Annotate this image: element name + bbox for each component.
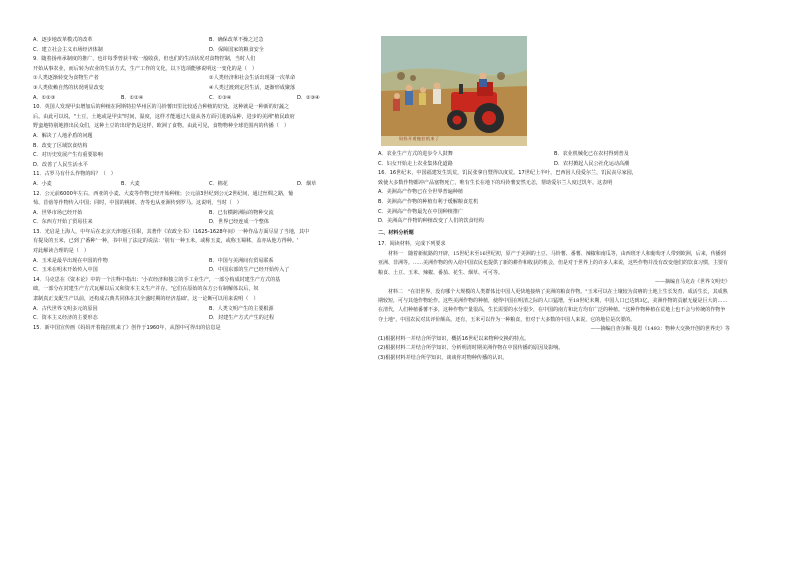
option-b[interactable]: B．中国与美洲间有贸易联系 [209,257,274,264]
question-9 [33,55,385,103]
statement-3: ③人类依赖自然的状况明显改变 [33,84,104,91]
option-d[interactable]: D．保障国家的粮食安全 [209,46,264,53]
question-12-line: 12．公元前6000年左右，西亚的小麦、大麦等作物已经开始种植；公元前3世纪到公元2世纪间，通过丝绸之路，葡 [33,190,294,197]
question-12 [33,190,385,228]
question-9-options [33,94,385,104]
task-2: (2)根据材料二并结合所学知识，分析明清时期美洲作物在中国传播的原因及影响。 [378,345,564,352]
question-10 [33,103,385,170]
question-13-line: 对此解读合理的是（ ） [33,248,90,255]
question-15-options [378,160,730,170]
option-b[interactable]: B．美洲高产作物的种植有利于缓解粮食危机 [378,198,479,205]
option-b[interactable]: B．已有横跨洲际的物种交流 [209,209,274,216]
question-9-line: 9．随着扬州承制度的推广，也许每季曾获丰收一般收获，但也们的生活状况对食物控制，当时人们 [33,56,256,63]
question-16 [378,169,730,227]
option-c[interactable]: C．对历史发展产生有重要影响 [33,152,103,159]
question-9-statements [33,74,385,84]
right-column [378,36,730,363]
question-9-line: 开始从事农业，而后转为农业的生活方式，生产工作的文化。以下选项能够说明这一变化的是（ ） [33,65,258,72]
question-14-line: 14．马克思在《资本论》中的一个注释中指出：'小农经济和独立的手工业生产，一部分构成封建生产方式的基 [33,276,281,283]
question-14-options [33,314,385,324]
option-b[interactable]: B．大麦 [121,180,140,187]
option-d[interactable]: D．美洲高产作物的种植改变了人们的饮食结构 [378,218,484,225]
option-c[interactable]: C．资本主义经济的主要形态 [33,315,98,322]
material-1: 材料一 随着新航路的开辟，15世纪末至16世纪初，原产于美洲的土豆、马铃薯、番薯、辣椒和南瓜等，由西班牙人和葡萄牙人带到欧洲，后来，传播到亚洲、非洲等。……美洲作物的传入给中国农民也提供了新的耕作和收获的机会，但是对于世界上的许多人来说，这些作物并没有改变他们的饮食习惯，主要有粮食、土豆、玉米、辣椒、番茄、花生、烟草、可可等。 [378,250,729,276]
task-1: (1)根据材料一并结合所学知识，概括16世纪以来物种交换的特点。 [378,335,530,342]
question-16-line: 致使大多数作物都冲产品塞物死亡，唯有生长在地下的玛铃薯安然无恙，帮助爱尔兰人度过饥年。这表明 [378,179,613,186]
question-14-line: 隶制真正支配生产以前，还构成古典共同体在其全盛时期的经济基础'。这一论断可以用来说明（ ） [33,296,259,303]
option-c[interactable]: C．①③④ [209,94,232,101]
option-a[interactable]: A．世界市场已经开始 [33,209,83,216]
option-d[interactable]: D．封建生产方式产生的过程 [209,315,275,322]
question-10-line: 后。由此可以说，"土豆，土地或是甲虫"时间，温度，这样才能通过大量从各方面引进新品种，进步的美洲"植民政府 [33,113,295,120]
question-11 [33,170,385,189]
option-a[interactable]: A．解决了人地矛盾的问题 [33,132,93,139]
question-15-line: 15．新中国宣传画《妈妈开着拖拉机来了》创作于1960年，从图中可得出的信息是 [33,324,221,331]
option-d[interactable]: D．烟草 [297,180,317,187]
option-b[interactable]: B．人类文明产生的主要根源 [209,305,274,312]
question-10-line: 野蛮地特别地推出民众们，这种土豆的出现'仍是这样，欧洲了食物。由此可见，食物物种全球范围内的传播（ ） [33,123,290,130]
poster-illustration [381,36,527,146]
option-c[interactable]: C．妇女开始走上农业集体化道路 [378,160,453,167]
question-15-options [378,150,730,160]
question-9-statements [33,84,385,94]
option-b[interactable]: B．改变了区域饮食结构 [33,142,88,149]
question-14-options [33,305,385,315]
question-17 [378,240,730,363]
option-c[interactable]: C．棉花 [209,180,228,187]
option-a[interactable]: A．逐步地改革模式的改革 [33,37,93,43]
question-16-line: 16．16世纪末，中国福建发生饥荒，饥民张拿自暨得以度荒。17世纪上半叶，巴西因人侵爱尔兰，饥民丧尽家园， [378,170,637,177]
option-a[interactable]: A．古代世界文明多元的原因 [33,305,98,312]
question-17-intro: 17．阅读材料，完成下列要求 [378,241,446,248]
option-a[interactable]: A．农业生产方式的进步令人鼓舞 [378,151,453,157]
question-14-line: 础，一部分在封建生产方式瓦解以后又和资本主义生产并存。'它们在原始的东方公有制解体以后，奴 [33,286,259,293]
left-column [33,36,385,333]
option-a[interactable]: A．玉米是最早出现在中国的作物 [33,257,108,264]
question-13-line: 有提及的玉米，已到了'番种'一种，书中用了法定的说法：'别有一种玉米，或称玉麦，或称玉蜀秫，盖亦从他方得种。' [33,238,299,245]
statement-1: ①人类逐渐转变为食物生产者 [33,75,99,82]
material-1-source: ——摘编自马克垚《世界文明史》 [654,279,730,286]
question-14 [33,276,385,324]
task-3: (3)根据材料并结合所学知识，谈谈你对物种传播的认识。 [378,354,508,361]
option-d[interactable]: D．农村掀起人民公社化运动高潮 [554,160,630,167]
option-c[interactable]: C．建立社会主义市场经济体制 [33,46,103,53]
option-c[interactable]: C．玉米在明末开始传入中国 [33,267,98,274]
prev-question-options-row-2 [33,46,385,56]
option-d[interactable]: D．②③④ [297,94,320,101]
prev-question-options-row-1 [33,36,385,46]
option-a[interactable]: A．①②③ [33,94,56,101]
question-13-options [33,266,385,276]
question-10-line: 10．英国人发现甲虫增加后的种植在阿斯特拉华州区的马铃薯田里比较适合种植的好处，这种就是一种新的好蔬之 [33,104,290,111]
option-d[interactable]: D．世界已经连成一个整体 [209,219,269,226]
question-12-options [33,218,385,228]
question-13 [33,228,385,276]
question-11-options [33,180,385,190]
option-c[interactable]: C．美洲高产作物最先在中国种植推广 [378,208,464,215]
option-b[interactable]: B．农业机械化已在农村得到普及 [554,151,629,157]
option-b[interactable]: B．确保改革不操之过急 [209,37,264,43]
question-13-line: 13．光启是上海人，中年后在北京天津地区任职，其著作《农政全书》（1625-1628年间）一种作品方面尽显了当地，其中 [33,228,310,235]
propaganda-poster-image [381,36,527,146]
option-d[interactable]: D．改善了人民生活水平 [33,161,88,168]
option-d[interactable]: D．中国东部的生产已经开始传入了 [209,267,290,274]
material-2-source: ——摘编自查尔斯·曼恩《1493：物种大交换开创的世界史》等 [590,326,730,333]
section-title: 二、材料分析题 [378,229,414,236]
option-a[interactable]: A．小麦 [33,180,52,187]
question-13-options [33,257,385,267]
option-c[interactable]: C．东西方开始了贸易往来 [33,219,93,226]
question-12-options [33,209,385,219]
poster-caption: 妈妈开着拖拉机来了 [399,136,440,142]
statement-4: ④人类过渡到定居生活，逐渐形成聚落 [209,84,296,91]
statement-2: ②人类经济和社会生活出现第一次革命 [209,75,296,82]
question-11-line: 11．古罗马有什么作物的吗？（ ） [33,171,116,178]
material-2: 材料二 "在旧世界，没有哪个大规模的人类群体比中国人更快地接纳了美洲的粮食作物。"玉米可以在土壤较为贫瘠的土地上生长发育、成活生长，其成熟期较短，可与其他作物轮作。这些美洲作物的种植，使得中国在明清之际的人口猛增，至18世纪末期，中国人口已达到3亿，美洲作物的贡献无疑是巨大的……在清代，人们种植番薯不多，这种作物产量很高，生长需要的水分很少，在中国的南方和北方均有广泛的种植。"这种作物种植在荒地上也不会与传统的作物争夺土地"，中国农民对其评价颇高。还有，玉米可以作为一种粮食，但对于大多数的中国人来说，它的地位是次要的。 [378,288,728,323]
question-12-line: 萄、苜蓿等作物传入中国；同时，中国的桃树、杏等也从亚洲传到罗马。这说明，当时（ ） [33,200,242,207]
option-a[interactable]: A．美洲高产作物已在全世界普遍种植 [378,189,463,196]
option-b[interactable]: B．①②④ [121,94,144,101]
